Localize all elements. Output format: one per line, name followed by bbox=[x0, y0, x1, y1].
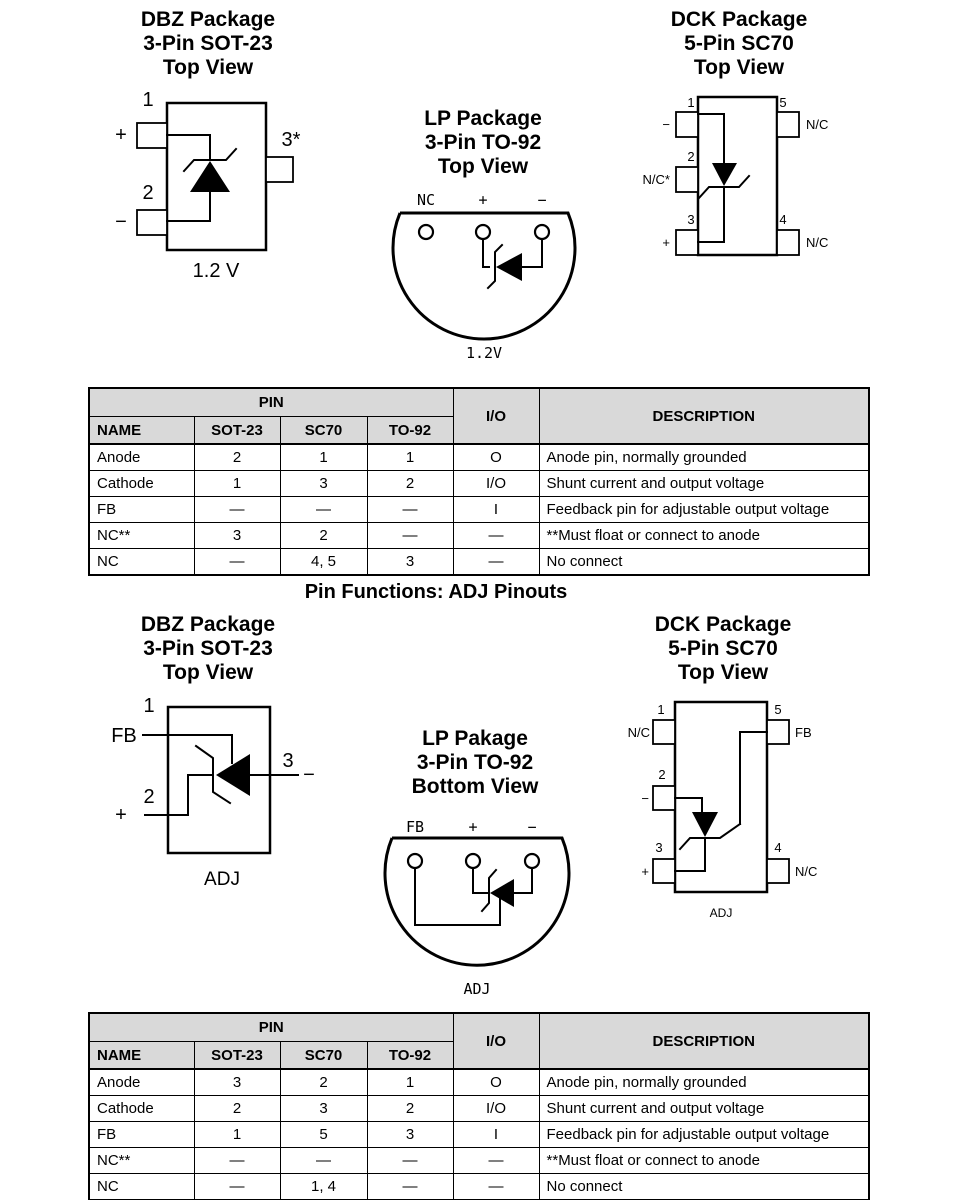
table-row bbox=[89, 1069, 869, 1096]
package-body bbox=[698, 97, 777, 255]
cell-sot23: 1 bbox=[194, 471, 280, 497]
title-to92-adj bbox=[325, 727, 625, 799]
package-diagram-sc70-fixed bbox=[620, 88, 850, 268]
table-row bbox=[89, 1148, 869, 1174]
minus-label: − bbox=[537, 191, 547, 209]
pin-fb-hole bbox=[408, 854, 422, 868]
cell-to92: — bbox=[367, 497, 453, 523]
cell-to92: 1 bbox=[367, 1069, 453, 1096]
plus-label: + bbox=[115, 804, 127, 826]
description-header: DESCRIPTION bbox=[539, 388, 869, 444]
title-to92-fixed bbox=[333, 107, 633, 179]
plus-label: + bbox=[115, 124, 127, 146]
title-line: LP Pakage bbox=[422, 727, 528, 750]
description-header: DESCRIPTION bbox=[539, 1013, 869, 1069]
cell-name: Anode bbox=[89, 1069, 194, 1096]
cell-sc70: 4, 5 bbox=[280, 549, 367, 576]
cell-name: NC bbox=[89, 1174, 194, 1200]
pin3-number: 3* bbox=[281, 129, 301, 151]
pin-functions-table-fixed bbox=[88, 387, 870, 576]
table-row bbox=[89, 471, 869, 497]
pin1-pad bbox=[676, 112, 698, 137]
pin4-label: N/C bbox=[806, 235, 829, 250]
cell-sot23: 2 bbox=[194, 444, 280, 471]
voltage-caption: 1.2V bbox=[465, 344, 503, 362]
pin4-pad bbox=[777, 230, 799, 255]
cell-sot23: — bbox=[194, 1148, 280, 1174]
pin2-pad bbox=[653, 786, 675, 810]
pin5-label: N/C bbox=[806, 117, 829, 132]
pin3-pad bbox=[266, 157, 293, 182]
title-line: Top View bbox=[162, 661, 254, 684]
pin-nc-hole bbox=[419, 225, 433, 239]
cell-io: I/O bbox=[453, 471, 539, 497]
io-header: I/O bbox=[453, 1013, 539, 1069]
pin1-pad bbox=[137, 123, 167, 148]
cell-io: — bbox=[453, 523, 539, 549]
title-line: DCK Package bbox=[670, 8, 808, 31]
adj-caption: ADJ bbox=[204, 869, 240, 890]
cell-io: — bbox=[453, 1148, 539, 1174]
title-line: Top View bbox=[162, 56, 254, 79]
cell-description: No connect bbox=[539, 1174, 869, 1200]
cell-sc70: — bbox=[280, 497, 367, 523]
table-header-row bbox=[89, 1013, 869, 1042]
package-diagram-to92-fixed bbox=[383, 190, 583, 370]
title-line: 5-Pin SC70 bbox=[668, 637, 778, 660]
cell-name: NC bbox=[89, 549, 194, 576]
adj-caption: ADJ bbox=[709, 906, 733, 920]
pin2-number: 2 bbox=[142, 182, 154, 204]
cell-name: FB bbox=[89, 497, 194, 523]
pin2-number: 2 bbox=[143, 786, 155, 808]
pin-minus-hole bbox=[535, 225, 549, 239]
pin1-label: N/C bbox=[627, 725, 650, 740]
pin2-pad bbox=[676, 167, 698, 192]
title-line: DCK Package bbox=[654, 613, 792, 636]
title-line: DBZ Package bbox=[140, 8, 276, 31]
pin1-number: 1 bbox=[687, 95, 695, 110]
io-header: I/O bbox=[453, 388, 539, 444]
plus-label: + bbox=[468, 818, 478, 836]
pin1-number: 1 bbox=[142, 89, 154, 111]
pin5-number: 5 bbox=[779, 95, 787, 110]
cell-name: FB bbox=[89, 1122, 194, 1148]
pin4-number: 4 bbox=[779, 212, 787, 227]
title-line: LP Package bbox=[424, 107, 542, 130]
title-line: 3-Pin SOT-23 bbox=[143, 637, 273, 660]
title-sot23-fixed bbox=[58, 8, 358, 80]
cell-to92: 3 bbox=[367, 549, 453, 576]
cell-io: I bbox=[453, 497, 539, 523]
cell-to92: 2 bbox=[367, 1096, 453, 1122]
pin-group-header: PIN bbox=[89, 388, 453, 417]
pin3-number: 3 bbox=[655, 840, 663, 855]
pin1-number: 1 bbox=[143, 695, 155, 717]
title-line: 5-Pin SC70 bbox=[684, 32, 794, 55]
table-row bbox=[89, 523, 869, 549]
cell-sc70: 3 bbox=[280, 471, 367, 497]
cell-io: I bbox=[453, 1122, 539, 1148]
to92-header: TO-92 bbox=[367, 417, 453, 445]
cell-sot23: — bbox=[194, 497, 280, 523]
pin3-label: + bbox=[641, 864, 649, 879]
cell-sot23: 3 bbox=[194, 1069, 280, 1096]
package-diagram-sot23-fixed bbox=[100, 85, 320, 285]
package-diagram-sc70-adj bbox=[618, 690, 848, 925]
pin2-label: N/C* bbox=[642, 172, 670, 187]
pin5-number: 5 bbox=[774, 702, 782, 717]
cell-to92: — bbox=[367, 523, 453, 549]
cell-name: NC** bbox=[89, 1148, 194, 1174]
pin5-pad bbox=[767, 720, 789, 744]
sc70-header: SC70 bbox=[280, 417, 367, 445]
cell-sc70: 5 bbox=[280, 1122, 367, 1148]
pin3-label: + bbox=[662, 235, 670, 250]
fb-label: FB bbox=[111, 725, 137, 747]
pin-plus-hole bbox=[476, 225, 490, 239]
package-body bbox=[168, 707, 270, 853]
title-line: 3-Pin SOT-23 bbox=[143, 32, 273, 55]
pin4-number: 4 bbox=[774, 840, 782, 855]
pin-functions-table-adj bbox=[88, 1012, 870, 1200]
cell-description: **Must float or connect to anode bbox=[539, 1148, 869, 1174]
cell-description: No connect bbox=[539, 549, 869, 576]
section-heading-adj-pinouts: Pin Functions: ADJ Pinouts bbox=[304, 581, 568, 603]
sc70-header: SC70 bbox=[280, 1042, 367, 1070]
minus-label: − bbox=[527, 818, 537, 836]
cell-description: Anode pin, normally grounded bbox=[539, 444, 869, 471]
pin1-number: 1 bbox=[657, 702, 665, 717]
table-row bbox=[89, 444, 869, 471]
title-line: Bottom View bbox=[411, 775, 539, 798]
title-sc70-fixed bbox=[589, 8, 889, 80]
pin3-pad bbox=[653, 859, 675, 883]
cell-sc70: 3 bbox=[280, 1096, 367, 1122]
cell-description: Feedback pin for adjustable output voltage bbox=[539, 1122, 869, 1148]
pin2-number: 2 bbox=[658, 767, 666, 782]
cell-name: Anode bbox=[89, 444, 194, 471]
pin4-label: N/C bbox=[795, 864, 818, 879]
table-row bbox=[89, 1174, 869, 1200]
title-line: 3-Pin TO-92 bbox=[424, 131, 542, 154]
pin-plus-hole bbox=[466, 854, 480, 868]
minus-label: − bbox=[115, 211, 127, 233]
adj-caption: ADJ bbox=[463, 980, 491, 998]
cell-to92: 3 bbox=[367, 1122, 453, 1148]
table-header-row bbox=[89, 388, 869, 417]
cell-to92: — bbox=[367, 1174, 453, 1200]
cell-description: Shunt current and output voltage bbox=[539, 471, 869, 497]
cell-sc70: 2 bbox=[280, 523, 367, 549]
cell-sc70: — bbox=[280, 1148, 367, 1174]
pin5-label: FB bbox=[795, 725, 812, 740]
cell-to92: 2 bbox=[367, 471, 453, 497]
package-diagram-to92-adj bbox=[380, 812, 580, 1002]
cell-description: Feedback pin for adjustable output voltage bbox=[539, 497, 869, 523]
cell-sot23: — bbox=[194, 549, 280, 576]
name-header: NAME bbox=[89, 417, 194, 445]
cell-io: — bbox=[453, 1174, 539, 1200]
pin4-pad bbox=[767, 859, 789, 883]
cell-to92: — bbox=[367, 1148, 453, 1174]
pin-group-header: PIN bbox=[89, 1013, 453, 1042]
cell-io: — bbox=[453, 549, 539, 576]
pin1-label: − bbox=[662, 117, 670, 132]
pin1-pad bbox=[653, 720, 675, 744]
fb-label: FB bbox=[405, 818, 425, 836]
title-line: 3-Pin TO-92 bbox=[416, 751, 534, 774]
to92-header: TO-92 bbox=[367, 1042, 453, 1070]
cell-name: Cathode bbox=[89, 471, 194, 497]
cell-description: **Must float or connect to anode bbox=[539, 523, 869, 549]
pin2-label: − bbox=[641, 791, 649, 806]
cell-sot23: 1 bbox=[194, 1122, 280, 1148]
cell-sot23: — bbox=[194, 1174, 280, 1200]
nc-label: NC bbox=[416, 191, 436, 209]
title-sot23-adj bbox=[58, 613, 358, 685]
cell-sot23: 3 bbox=[194, 523, 280, 549]
pin-minus-hole bbox=[525, 854, 539, 868]
table-row bbox=[89, 1096, 869, 1122]
cell-description: Shunt current and output voltage bbox=[539, 1096, 869, 1122]
cell-name: Cathode bbox=[89, 1096, 194, 1122]
title-sc70-adj bbox=[573, 613, 873, 685]
cell-description: Anode pin, normally grounded bbox=[539, 1069, 869, 1096]
sot23-header: SOT-23 bbox=[194, 417, 280, 445]
cell-sc70: 2 bbox=[280, 1069, 367, 1096]
name-header: NAME bbox=[89, 1042, 194, 1070]
table-row bbox=[89, 1122, 869, 1148]
pin2-pad bbox=[137, 210, 167, 235]
cell-io: I/O bbox=[453, 1096, 539, 1122]
title-line: Top View bbox=[677, 661, 769, 684]
voltage-caption: 1.2 V bbox=[192, 260, 240, 282]
package-diagram-sot23-adj bbox=[100, 690, 315, 895]
cell-name: NC** bbox=[89, 523, 194, 549]
cell-io: O bbox=[453, 444, 539, 471]
cell-io: O bbox=[453, 1069, 539, 1096]
title-line: Top View bbox=[437, 155, 529, 178]
title-line: Top View bbox=[693, 56, 785, 79]
cell-to92: 1 bbox=[367, 444, 453, 471]
minus-label: − bbox=[303, 764, 315, 786]
pin3-pad bbox=[676, 230, 698, 255]
pin3-number: 3 bbox=[282, 750, 294, 772]
cell-sc70: 1, 4 bbox=[280, 1174, 367, 1200]
cell-sc70: 1 bbox=[280, 444, 367, 471]
pin5-pad bbox=[777, 112, 799, 137]
title-line: DBZ Package bbox=[140, 613, 276, 636]
table-row bbox=[89, 549, 869, 576]
pin3-number: 3 bbox=[687, 212, 695, 227]
cell-sot23: 2 bbox=[194, 1096, 280, 1122]
table-row bbox=[89, 497, 869, 523]
pin2-number: 2 bbox=[687, 149, 695, 164]
sot23-header: SOT-23 bbox=[194, 1042, 280, 1070]
plus-label: + bbox=[478, 191, 488, 209]
